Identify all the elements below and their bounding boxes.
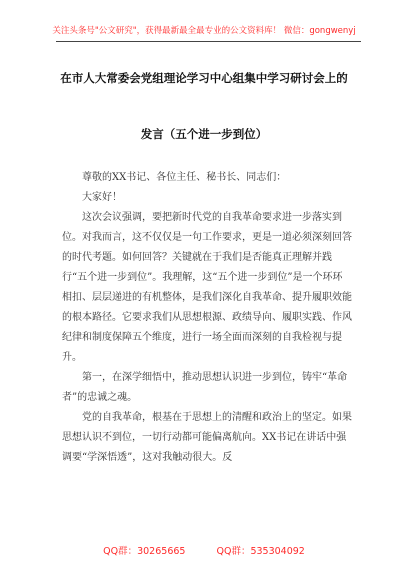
footer-qq: QQ群：535304092 [216,546,305,557]
paragraph-2: 第一，在深学细悟中，推动思想认识进一步到位，铸牢“革命者”的忠诚之魂。 [62,372,348,403]
document-body [62,168,352,468]
salutation: 尊敬的XX书记、各位主任、秘书长、同志们： [82,172,287,183]
paragraph-1: 这次会议强调，要把新时代党的自我革命要求进一步落实到位。对我而言，这不仅仅是一句工作要求，更是一道必须深刻回答的时代考题。如何回答？关键就在于我们是否能真正理解并践行“五个进一步到位”。我理解，这“五个进一步到位”是一个环环相扣、层层递进的有机整体，是我们深化自我革命、提升履职效能的根本路径。它要求我们从思想根源、政绩导向、履职实践、作风纪律和制度保障五个维度，进行一场全面而深刻的自我检视与提升。 [62,212,352,363]
document-title-line1: 在市人大常委会党组理论学习中心组集中学习研讨会上的 [60,71,348,85]
greeting: 大家好！ [82,192,122,203]
footer-qq-group: QQ群：30265665 [103,546,186,557]
header-notice: 关注头条号"公文研究"，获得最新最全最专业的公文资料库！ 微信：gongwenyj [52,26,356,36]
footer-contacts [0,543,408,557]
header-divider [56,41,361,42]
document-title-line2: 发言（五个进一步到位） [140,127,268,141]
paragraph-3: 党的自我革命，根基在于思想上的清醒和政治上的坚定。如果思想认识不到位，一切行动都可能偏离航向。XX书记在讲话中强调要“学深悟透”，这对我触动很大。反 [62,412,352,463]
